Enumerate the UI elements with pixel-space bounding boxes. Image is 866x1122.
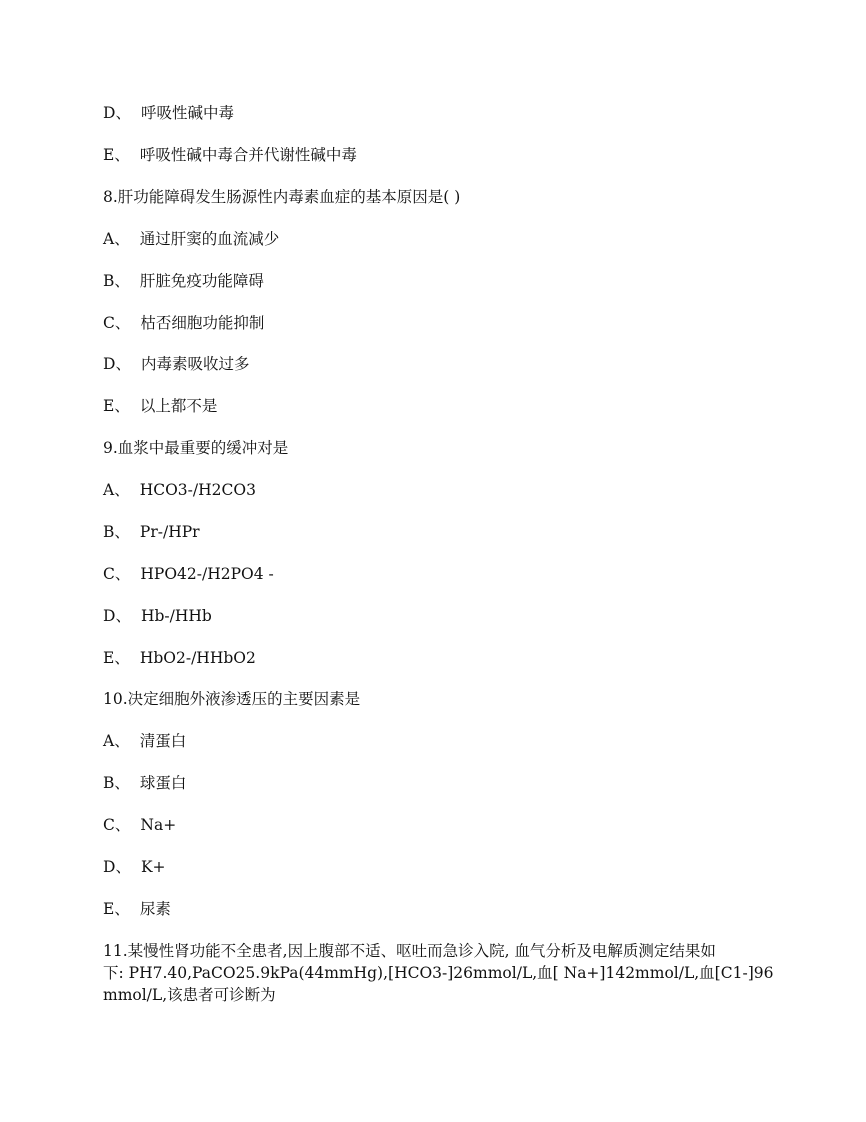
- option-letter: E: [103, 397, 115, 415]
- option-separator: 、: [114, 523, 130, 541]
- option-e: [103, 899, 171, 919]
- question-8: 8.肝功能障碍发生肠源性内毒素血症的基本原因是( ): [103, 188, 461, 206]
- option-e: [103, 145, 357, 165]
- question-11-line-3: mmol/L,该患者可诊断为: [103, 986, 276, 1004]
- option-separator: 、: [114, 774, 130, 792]
- option-separator: 、: [115, 104, 131, 122]
- option-e: [103, 648, 256, 668]
- option-letter: C: [103, 565, 115, 583]
- option-text: K+: [140, 858, 166, 876]
- option-letter: C: [103, 816, 115, 834]
- option-text: Pr-/HPr: [139, 523, 200, 541]
- option-separator: 、: [114, 314, 131, 332]
- option-separator: 、: [114, 397, 130, 415]
- option-letter: A: [103, 230, 115, 248]
- option-d: [103, 103, 234, 123]
- option-letter: D: [103, 858, 116, 876]
- option-text: 以上都不是: [139, 397, 218, 415]
- option-text: 枯否细胞功能抑制: [140, 314, 265, 332]
- option-text: 尿素: [139, 900, 171, 918]
- option-c: [103, 313, 264, 333]
- option-b: [103, 773, 186, 793]
- option-letter: B: [103, 272, 115, 290]
- option-separator: 、: [114, 816, 131, 834]
- option-separator: 、: [114, 732, 130, 750]
- option-letter: B: [103, 774, 115, 792]
- option-e: [103, 396, 217, 416]
- option-separator: 、: [114, 146, 130, 164]
- option-text: Na+: [140, 816, 177, 834]
- option-letter: E: [103, 146, 115, 164]
- option-text: Hb-/HHb: [140, 607, 212, 625]
- option-text: 呼吸性碱中毒合并代谢性碱中毒: [139, 146, 357, 164]
- option-a: [103, 731, 186, 751]
- option-separator: 、: [114, 230, 130, 248]
- question-10: 10.决定细胞外液渗透压的主要因素是: [103, 690, 361, 708]
- question-11-line-1: 11.某慢性肾功能不全患者,因上腹部不适、呕吐而急诊入院, 血气分析及电解质测定结果如: [103, 942, 716, 960]
- option-separator: 、: [115, 607, 131, 625]
- option-text: 内毒素吸收过多: [140, 355, 250, 373]
- option-c: [103, 564, 274, 584]
- option-text: HbO2-/HHbO2: [139, 649, 256, 667]
- option-letter: D: [103, 607, 116, 625]
- option-a: [103, 229, 279, 249]
- option-letter: D: [103, 355, 116, 373]
- option-text: 呼吸性碱中毒: [140, 104, 234, 122]
- option-letter: D: [103, 104, 116, 122]
- option-c: [103, 815, 176, 835]
- option-text: 清蛋白: [139, 732, 187, 750]
- question-11-line-2: 下: PH7.40,PaCO25.9kPa(44mmHg),[HCO3-]26mmol/L,血[ Na+]142mmol/L,血[C1-]96: [103, 964, 774, 982]
- option-separator: 、: [115, 355, 131, 373]
- option-text: 通过肝窦的血流减少: [139, 230, 280, 248]
- option-text: HPO42-/H2PO4 -: [140, 565, 274, 583]
- option-letter: A: [103, 732, 115, 750]
- option-a: [103, 480, 256, 500]
- option-separator: 、: [114, 649, 130, 667]
- option-letter: E: [103, 900, 115, 918]
- option-letter: E: [103, 649, 115, 667]
- option-letter: A: [103, 481, 115, 499]
- option-b: [103, 271, 264, 291]
- option-separator: 、: [115, 858, 131, 876]
- option-d: [103, 354, 249, 374]
- option-text: 球蛋白: [139, 774, 187, 792]
- option-text: 肝脏免疫功能障碍: [139, 272, 264, 290]
- question-9: 9.血浆中最重要的缓冲对是: [103, 439, 289, 457]
- question-11: [103, 940, 774, 1006]
- option-separator: 、: [114, 481, 130, 499]
- option-d: [103, 606, 212, 626]
- option-d: [103, 857, 166, 877]
- option-b: [103, 522, 200, 542]
- option-text: HCO3-/H2CO3: [139, 481, 256, 499]
- option-letter: B: [103, 523, 115, 541]
- option-separator: 、: [114, 900, 130, 918]
- option-separator: 、: [114, 272, 130, 290]
- option-letter: C: [103, 314, 115, 332]
- option-separator: 、: [114, 565, 131, 583]
